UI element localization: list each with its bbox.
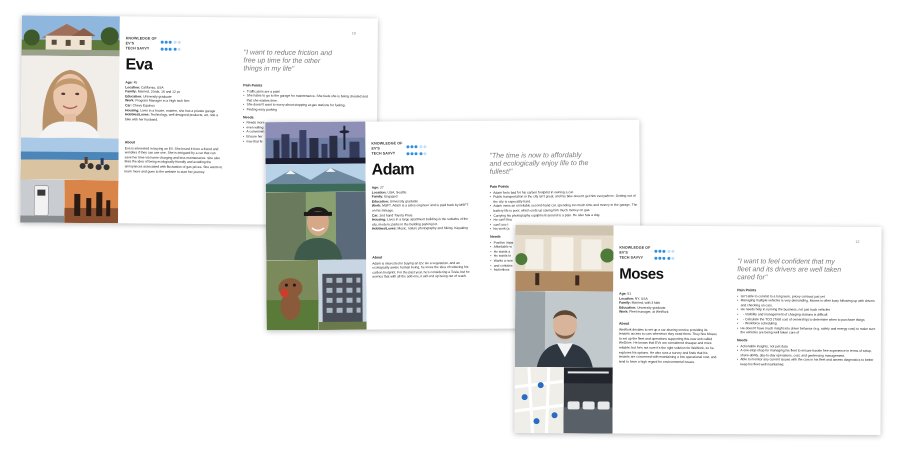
seattle-skyline-photo — [265, 122, 365, 165]
rating-dot — [415, 145, 418, 148]
adam-portrait-photo — [266, 192, 366, 261]
rating-dot — [411, 152, 414, 155]
ev-charger-photo — [20, 179, 64, 222]
rating-dot — [663, 249, 666, 252]
work-value: Program Manager in a High tech firm — [135, 98, 190, 104]
rating-dot — [173, 40, 176, 43]
coworking-office-photo — [515, 225, 613, 292]
parking-garage-photo — [563, 367, 612, 433]
location-label: Location: — [619, 296, 635, 301]
pain-point-item: • He can't fina — [490, 217, 640, 223]
knowledge-rating — [161, 40, 181, 43]
need-item: • He wants a — [490, 248, 640, 254]
tech-label: TECH SAVVY — [371, 151, 396, 156]
rating-dot — [419, 145, 422, 148]
education-value: University graduate — [143, 94, 172, 99]
rating-dot — [419, 152, 422, 155]
pain-point-item: • He needs help in running the business, not just track vehicles — [737, 308, 877, 313]
persona-quote: "I want to feel confident that my fleet and its drivers are well taken cared for" — [737, 258, 842, 282]
house-photo — [22, 15, 120, 56]
need-item: • now that fe — [243, 139, 371, 145]
family-label: Family: — [371, 194, 384, 199]
knowledge-label: KNOWLEDGE OF EV'S — [125, 36, 157, 46]
demographics — [619, 292, 717, 315]
need-item: • and containe — [490, 262, 640, 268]
needs-title: Needs — [243, 114, 254, 120]
rating-block — [619, 246, 674, 261]
need-item: • Actionable insights, not just data — [737, 344, 877, 349]
tech-label: TECH SAVVY — [619, 255, 644, 260]
family-label: Family: — [125, 89, 137, 94]
work-value: MSFT. Adam is a sales engineer and is paid back by MSFT on his mileage. — [371, 203, 469, 213]
rating-block — [126, 36, 181, 51]
pain-point-item: • Adam owns an unreliable second-hand car, spending too much time and money in the garage. The battery life is poor, which ends up saving him much money on gas. — [490, 203, 640, 213]
knowledge-label: KNOWLEDGE OF EV'S — [619, 245, 651, 255]
tech-rating — [654, 257, 674, 260]
need-item: • even willing — [243, 125, 371, 131]
needs-title: Needs — [736, 338, 748, 343]
housing-value: Lives in a house, modern, she has a private garage — [140, 108, 216, 113]
pain-points-section — [737, 288, 877, 367]
persona-quote: "I want to reduce friction and free up time for the other things in my life" — [243, 49, 333, 73]
pain-point-item: • Adam feels bad for his carbon footprint in owning a car. — [490, 189, 640, 195]
demographics — [372, 185, 472, 232]
need-item: • Needs more — [243, 121, 371, 127]
pain-point-subitem: • - Visibility and management of charging stations is difficult — [737, 312, 877, 317]
housing-label: Housing: — [125, 107, 140, 113]
education-value: University graduate — [389, 199, 419, 204]
rating-dot — [406, 145, 409, 148]
pain-point-item: • Managing multiple vehicles is very demanding. Moses is often busy following up with drivers and checking on cars. — [737, 298, 877, 308]
pain-point-item: • He doesn't have much insight into driver behavior (e.g. safety and energy cost) to make sure the vehicles are being well taken care of — [737, 326, 877, 336]
work-label: Work: — [619, 309, 629, 315]
location-value: NY, USA — [634, 296, 648, 301]
pain-point-subitem: • - Calculate the TCO (Total cost of ownership) to determine when to purchase things — [737, 317, 877, 322]
rating-dot — [659, 257, 662, 260]
tech-rating — [161, 48, 181, 51]
rating-dot — [659, 249, 662, 252]
need-item: • A one-stop-shop for managing his fleet to ensure hassle free experience in terms of setup, share-ability, day-to-day operations, cost, and geofencing management. — [737, 348, 877, 358]
rating-dot — [654, 257, 657, 260]
location-label: Location: — [125, 84, 141, 90]
education-label: Education: — [371, 199, 389, 204]
hobbies-value: Technology, well designed products, art, ride a bike with her husband. — [124, 112, 219, 122]
rating-dot — [663, 257, 666, 260]
knowledge-rating — [406, 145, 426, 148]
persona-name: Adam — [371, 161, 415, 179]
persona-name: Moses — [619, 265, 664, 283]
age-label: Age: — [371, 185, 380, 190]
page-number: 12 — [855, 239, 860, 244]
apartment-building-photo — [318, 260, 366, 330]
pain-point-item: • Traffic jams are a pain! — [243, 89, 371, 95]
location-value: California, USA — [141, 85, 164, 90]
car-label: Car: — [125, 103, 132, 108]
education-label: Education: — [125, 94, 143, 99]
age-label: Age: — [125, 80, 133, 85]
rating-dot — [165, 48, 168, 51]
pain-point-item: • Isn't able to commit to a long term, pricey contract just yet — [737, 294, 877, 299]
about-section — [125, 140, 223, 174]
rating-dot — [667, 257, 670, 260]
rating-dot — [667, 249, 670, 252]
about-text: Adam is interested in buying an EV. As a vegetarian, and an ecologically aware human being, he loves the idea of reducing his carbon footprint. For the past year, he's considering a Tesla, but he worries that with all the add-ons, it will end up being out of reach. — [372, 260, 470, 279]
car-value: 2nd hand Toyota Prius. — [379, 212, 414, 218]
rating-dot — [177, 48, 180, 51]
rating-dot — [406, 152, 409, 155]
beach-bike-photo — [20, 137, 118, 180]
knowledge-label: KNOWLEDGE OF EV'S — [371, 141, 403, 151]
rating-dot — [423, 152, 426, 155]
pain-point-subitem: • - Workforce scheduling — [737, 321, 877, 326]
knowledge-rating — [654, 249, 674, 252]
rating-dot — [415, 152, 418, 155]
family-value: Engaged — [384, 194, 398, 199]
rating-dot — [161, 40, 164, 43]
car-label: Car: — [371, 213, 379, 218]
need-item: • A convenien — [243, 130, 371, 136]
housing-label: Housing: — [371, 217, 387, 222]
tech-label: TECH SAVVY — [125, 46, 150, 51]
pain-point-item: • can't use t — [490, 221, 640, 227]
eva-portrait-photo — [21, 55, 120, 138]
pain-points-title: Pain Points — [737, 288, 757, 293]
pain-point-item: • Finding easy parking — [243, 107, 371, 113]
pain-point-item: • Carrying his photography equipment around is a pain. He also has a dog. — [490, 212, 640, 218]
demographics — [125, 80, 223, 122]
pain-point-item: • She doesn't want to worry about stopping at gas stations for fueling. — [243, 103, 371, 109]
age-label: Age: — [619, 291, 627, 296]
need-item: • Able to monitor any current issues with the cars in his fleet and assess diagnostics to better keep his fleet well maintained. — [737, 358, 877, 368]
rating-dot — [654, 249, 657, 252]
need-item: • He wants to — [490, 253, 640, 259]
need-item: • Positive impa — [490, 239, 640, 245]
rating-dot — [411, 145, 414, 148]
rating-dot — [173, 48, 176, 51]
housing-value: Lives in a large apartment building in the suburbs of the city, modern; parks in the building parking lot. — [371, 217, 469, 227]
education-value: University graduate — [637, 305, 666, 310]
family-value: Married, 3 kids, 16 and 12 yo — [137, 89, 181, 95]
need-item: • Ensure her — [243, 134, 371, 140]
rating-dot — [177, 40, 180, 43]
rating-block — [371, 141, 426, 156]
tech-rating — [406, 152, 426, 155]
family-value: Married, with 3 kids — [631, 300, 661, 305]
work-label: Work: — [125, 98, 135, 103]
need-item: • Affordable w — [490, 244, 640, 250]
education-label: Education: — [619, 305, 637, 310]
rating-dot — [423, 145, 426, 148]
rating-dot — [671, 257, 674, 260]
location-label: Location: — [371, 190, 387, 195]
pain-points-title: Pain Points — [489, 184, 509, 189]
age-value: 51 — [627, 291, 632, 296]
about-title: About — [124, 140, 135, 145]
hobbies-value: Music, nature photography and hiking. Kayaking — [397, 226, 468, 231]
work-label: Work: — [371, 203, 382, 208]
dog-photo — [266, 260, 318, 330]
location-value: USA, Seattle — [387, 189, 407, 195]
mountain-lake-photo — [266, 164, 366, 193]
map-photo — [514, 367, 563, 433]
persona-name: Eva — [125, 56, 153, 74]
needs-title: Needs — [490, 234, 501, 239]
need-item: • frictionless — [490, 267, 640, 273]
family-label: Family: — [619, 300, 631, 305]
about-text: WeWork decides to set up a car-sharing service providing its tenants access to cars whenever they need them. They hire Moses to set up the fleet and operations supporting this new unit called WeDrive. He knows that EVs are considered cheaper and more reliable, but he's not sure it's the right solution for WeWork, so he explores his options. He also runs a survey and finds that his tenants are concerned with maintaining a low operational cost, and tend to have a high regard for environmental issues. — [618, 327, 717, 364]
family-sunset-photo — [64, 180, 118, 223]
rating-dot — [169, 48, 172, 51]
rating-dot — [165, 40, 168, 43]
hobbies-label: Hobbies/Loves: — [372, 226, 397, 231]
age-value: 45 — [133, 80, 138, 85]
about-section — [372, 255, 472, 280]
rating-dot — [161, 48, 164, 51]
pain-points-title: Pain Points — [243, 83, 263, 88]
need-item: • Wants a new — [490, 258, 640, 264]
pain-point-item: • his work (a — [490, 226, 640, 232]
persona-card-moses — [514, 225, 881, 435]
about-title: About — [619, 321, 630, 326]
hobbies-label: Hobbies/Loves: — [125, 112, 150, 117]
page-number: 10 — [351, 31, 356, 36]
pain-point-item: • She hates to go to the garage for maintenance. She feels she is being cheated and that she wastes time. — [243, 94, 371, 104]
age-value: 27 — [379, 185, 384, 190]
rating-dot — [671, 249, 674, 252]
about-text: Eva is interested in buying an EV. She heard it from a friend and wonders if they can use one. She is intrigued by a car that can save her time via home charging and less maintenance. She also likes the idea of being ecologically friendly and avoiding the annoyances associated with fluctuation of gas prices. She wants to learn more and goes to the website to start her journey. — [124, 145, 223, 174]
car-value: Chevy Equinox — [132, 103, 155, 108]
persona-quote: "The time is now to affordably and ecologically enjoy life to the fullest!" — [489, 152, 589, 176]
work-value: Fleet manager, at WeWork — [629, 310, 669, 315]
pain-point-item: • Public transportation in the city isn't great, and his bike doesn't get him everywhere. Getting out of the city is especially hard. — [490, 194, 640, 204]
rating-dot — [169, 40, 172, 43]
about-section — [619, 322, 719, 365]
moses-content — [612, 226, 881, 435]
moses-portrait-photo — [515, 291, 613, 368]
about-title: About — [372, 255, 383, 260]
